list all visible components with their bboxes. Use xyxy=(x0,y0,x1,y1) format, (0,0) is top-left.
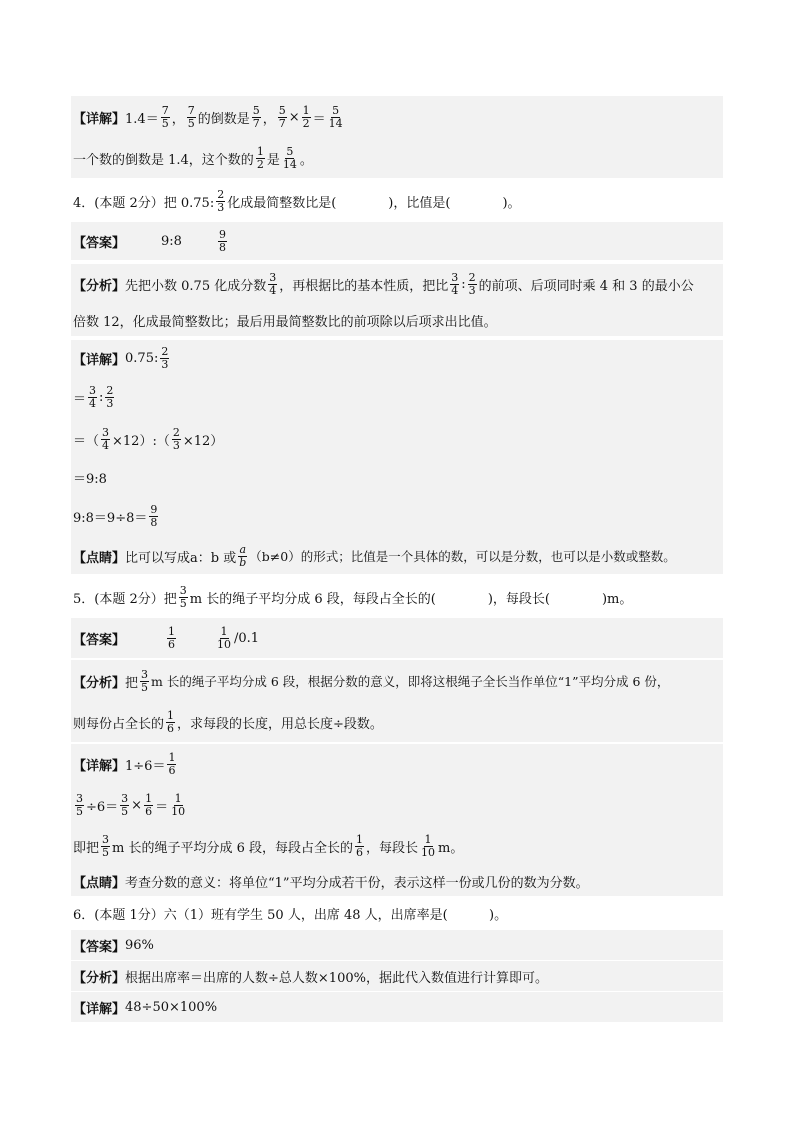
detail-tag: 【详解】 xyxy=(73,352,126,368)
text: 比可以写成a：b 或 xyxy=(125,550,237,566)
text: ＝ xyxy=(155,799,169,815)
text: )m。 xyxy=(601,591,633,607)
answer-tag: 【答案】 xyxy=(73,632,126,648)
q5-tip xyxy=(71,866,723,896)
detail-line xyxy=(73,826,723,866)
denominator: 4 xyxy=(269,283,277,297)
denominator: 6 xyxy=(168,763,176,777)
numerator: 3 xyxy=(141,667,149,681)
q4-answer xyxy=(71,222,723,260)
denominator: 14 xyxy=(328,116,343,130)
text: )，比值是( xyxy=(388,195,451,211)
fraction xyxy=(144,793,153,818)
denominator: 6 xyxy=(145,804,153,818)
text: ×12） xyxy=(182,433,224,449)
answer-tag: 【答案】 xyxy=(73,939,126,955)
text: 根据出席率＝出席的人数÷总人数×100%，据此代入数值进行计算即可。 xyxy=(125,970,548,986)
detail-tag: 【详解】 xyxy=(73,758,126,774)
numerator: 2 xyxy=(161,344,169,358)
fraction xyxy=(170,793,186,818)
denominator: 10 xyxy=(217,637,232,651)
numerator: 3 xyxy=(451,270,459,284)
fraction xyxy=(167,626,176,651)
denominator: 3 xyxy=(161,357,169,371)
text: m 长的绳子平均分成 6 段，根据分数的意义，即将这根绳子全长当作单位“1”平均分成 6 份， xyxy=(151,674,670,689)
fraction xyxy=(187,105,196,130)
numerator: 3 xyxy=(89,383,97,397)
denominator: 5 xyxy=(102,845,110,859)
numerator: 9 xyxy=(218,227,226,241)
fraction xyxy=(101,834,110,859)
fraction xyxy=(328,105,344,130)
text: （b≠0）的形式；比值是一个具体的数，可以是分数，也可以是小数或整数。 xyxy=(249,549,676,564)
text: ，再根据比的基本性质，把比 xyxy=(279,278,449,294)
q5-detail xyxy=(71,744,723,866)
analysis-tag: 【分析】 xyxy=(73,675,126,691)
numerator: 3 xyxy=(121,791,129,805)
fraction xyxy=(252,105,261,130)
text: ， xyxy=(171,111,185,127)
numerator: 3 xyxy=(102,832,110,846)
numerator: 5 xyxy=(252,103,260,117)
denominator: 6 xyxy=(356,845,364,859)
analysis-tag: 【分析】 xyxy=(73,278,126,294)
text: 则每份占全长的 xyxy=(73,716,165,732)
numerator: 9 xyxy=(150,502,158,516)
text: 0.75: xyxy=(125,350,159,366)
denominator: 3 xyxy=(468,283,476,297)
numerator: 1 xyxy=(174,791,182,805)
denominator: 7 xyxy=(278,116,286,130)
text: ÷6＝ xyxy=(86,799,119,815)
text: 48÷50×100% xyxy=(125,999,218,1015)
denominator: 3 xyxy=(172,438,180,452)
denominator: 8 xyxy=(150,515,158,529)
answer-value: /0.1 xyxy=(234,630,260,646)
numerator: 1 xyxy=(168,624,176,638)
numerator: 2 xyxy=(217,187,225,201)
text: m 长的绳子平均分成 6 段，每段占全长的 xyxy=(112,840,354,856)
text: 。 xyxy=(299,152,313,168)
denominator: 5 xyxy=(76,804,83,818)
q3-detail-line-1 xyxy=(73,96,723,138)
q5-answer xyxy=(71,618,723,658)
fraction xyxy=(120,793,129,818)
denominator: 2 xyxy=(256,157,264,171)
denominator: 5 xyxy=(161,116,169,130)
fraction xyxy=(302,105,311,130)
numerator: 5 xyxy=(278,103,286,117)
text: × xyxy=(131,797,143,813)
tip-tag: 【点睛】 xyxy=(73,875,126,891)
q5-analysis xyxy=(71,660,723,742)
text: 9:8＝9÷8＝ xyxy=(73,510,148,526)
text: )，每段长( xyxy=(487,591,550,607)
text: 把 xyxy=(125,675,139,691)
numerator: 7 xyxy=(187,103,195,117)
q4-analysis xyxy=(71,264,723,336)
denominator: 5 xyxy=(187,116,195,130)
fraction xyxy=(216,626,232,651)
denominator: 14 xyxy=(282,157,297,171)
fraction xyxy=(216,189,225,214)
numerator: 2 xyxy=(106,383,114,397)
q6-answer xyxy=(71,930,723,960)
text: )。 xyxy=(502,195,521,211)
analysis-tag: 【分析】 xyxy=(73,970,126,986)
text: : xyxy=(461,276,466,292)
fraction xyxy=(149,504,158,529)
detail-line xyxy=(73,744,723,784)
fraction xyxy=(140,669,149,694)
text: : xyxy=(99,389,104,405)
text: ＝9:8 xyxy=(73,471,107,487)
detail-line xyxy=(73,784,723,826)
tip-tag: 【点睛】 xyxy=(73,550,126,566)
detail-tag: 【详解】 xyxy=(73,1001,126,1017)
denominator: 4 xyxy=(451,283,459,297)
detail-line xyxy=(73,340,723,376)
text: 的前项、后项同时乘 4 和 3 的最小公 xyxy=(478,278,694,294)
fraction xyxy=(172,427,181,452)
answer-value: 9:8 xyxy=(161,233,182,249)
text: ，求每段的长度，用总长度÷段数。 xyxy=(177,716,383,732)
fraction xyxy=(278,105,287,130)
answer-value: 96% xyxy=(125,937,154,953)
fraction xyxy=(238,544,247,569)
numerator: 7 xyxy=(161,103,169,117)
denominator: 5 xyxy=(141,680,149,694)
text: 一个数的倒数是 1.4，这个数的 xyxy=(73,152,254,168)
text: 即把 xyxy=(73,840,100,856)
q3-detail-block xyxy=(71,96,723,178)
numerator: 1 xyxy=(256,144,264,158)
numerator: 5 xyxy=(332,103,340,117)
denominator: b xyxy=(239,555,247,569)
denominator: 8 xyxy=(218,240,226,254)
fraction xyxy=(161,105,170,130)
fraction xyxy=(75,793,84,818)
numerator: 5 xyxy=(286,144,294,158)
text: ＝ xyxy=(312,111,326,127)
numerator: 3 xyxy=(102,425,110,439)
denominator: 3 xyxy=(217,200,225,214)
numerator: 1 xyxy=(302,103,310,117)
fraction xyxy=(101,427,110,452)
fraction xyxy=(282,146,298,171)
detail-tag: 【详解】 xyxy=(73,111,126,127)
text: ＝（ xyxy=(73,433,100,449)
numerator: 3 xyxy=(179,583,187,597)
text: m 长的绳子平均分成 6 段，每段占全长的( xyxy=(189,591,436,607)
q4-detail xyxy=(71,340,723,538)
fraction xyxy=(105,385,114,410)
text: 5．(本题 2分）把 xyxy=(73,591,177,607)
denominator: 6 xyxy=(167,721,175,735)
denominator: 5 xyxy=(179,596,187,610)
numerator: 3 xyxy=(76,791,83,805)
fraction xyxy=(355,834,364,859)
text: × xyxy=(288,109,300,125)
detail-line xyxy=(73,376,723,418)
fraction xyxy=(160,346,169,371)
denominator: 3 xyxy=(106,396,114,410)
fraction xyxy=(268,272,277,297)
fraction xyxy=(420,834,436,859)
numerator: 1 xyxy=(145,791,153,805)
fraction xyxy=(179,585,188,610)
fraction xyxy=(450,272,459,297)
fraction xyxy=(88,385,97,410)
fraction xyxy=(218,229,227,254)
denominator: 4 xyxy=(102,438,110,452)
numerator: 2 xyxy=(172,425,180,439)
fraction xyxy=(256,146,265,171)
numerator: 2 xyxy=(468,270,476,284)
numerator: 1 xyxy=(424,832,432,846)
text: 的倒数是 xyxy=(197,111,250,127)
text: ×12）:（ xyxy=(112,433,170,449)
text: 考查分数的意义：将单位“1”平均分成若干份，表示这样一份或几份的数为分数。 xyxy=(125,875,589,891)
numerator: 3 xyxy=(269,270,277,284)
text: 倍数 12，化成最简整数比；最后用最简整数比的前项除以后项求出比值。 xyxy=(73,314,497,330)
q4-question xyxy=(71,186,723,216)
text: 6．(本题 1分）六（1）班有学生 50 人，出席 48 人，出席率是( )。 xyxy=(73,907,508,923)
q6-question xyxy=(71,898,723,928)
text: ＝ xyxy=(73,391,87,407)
q5-question xyxy=(71,580,723,614)
q6-detail xyxy=(71,992,723,1022)
denominator: 10 xyxy=(421,845,436,859)
denominator: 5 xyxy=(121,804,129,818)
detail-line xyxy=(73,418,723,460)
numerator: 1 xyxy=(167,708,175,722)
answer-tag: 【答案】 xyxy=(73,235,126,251)
fraction xyxy=(167,752,176,777)
text: 是 xyxy=(266,152,280,168)
text: 1÷6＝ xyxy=(125,758,166,774)
text: 化成最简整数比是( xyxy=(227,195,337,211)
denominator: 6 xyxy=(168,637,176,651)
denominator: 4 xyxy=(89,396,97,410)
numerator: a xyxy=(239,542,247,556)
denominator: 7 xyxy=(252,116,260,130)
fraction xyxy=(468,272,477,297)
detail-line xyxy=(73,460,723,494)
denominator: 2 xyxy=(302,116,310,130)
detail-line xyxy=(73,494,723,538)
q6-analysis xyxy=(71,961,723,991)
text: 先把小数 0.75 化成分数 xyxy=(125,278,267,294)
numerator: 1 xyxy=(168,750,176,764)
denominator: 10 xyxy=(171,804,186,818)
text: 4．(本题 2分）把 0.75: xyxy=(73,195,215,211)
q4-tip xyxy=(71,538,723,574)
q3-detail-line-2 xyxy=(73,138,723,178)
numerator: 1 xyxy=(220,624,228,638)
text: ，每段长 xyxy=(366,840,419,856)
text: m。 xyxy=(438,840,464,856)
fraction xyxy=(166,710,175,735)
text: 1.4＝ xyxy=(125,111,159,127)
numerator: 1 xyxy=(356,832,364,846)
text: ， xyxy=(262,111,276,127)
